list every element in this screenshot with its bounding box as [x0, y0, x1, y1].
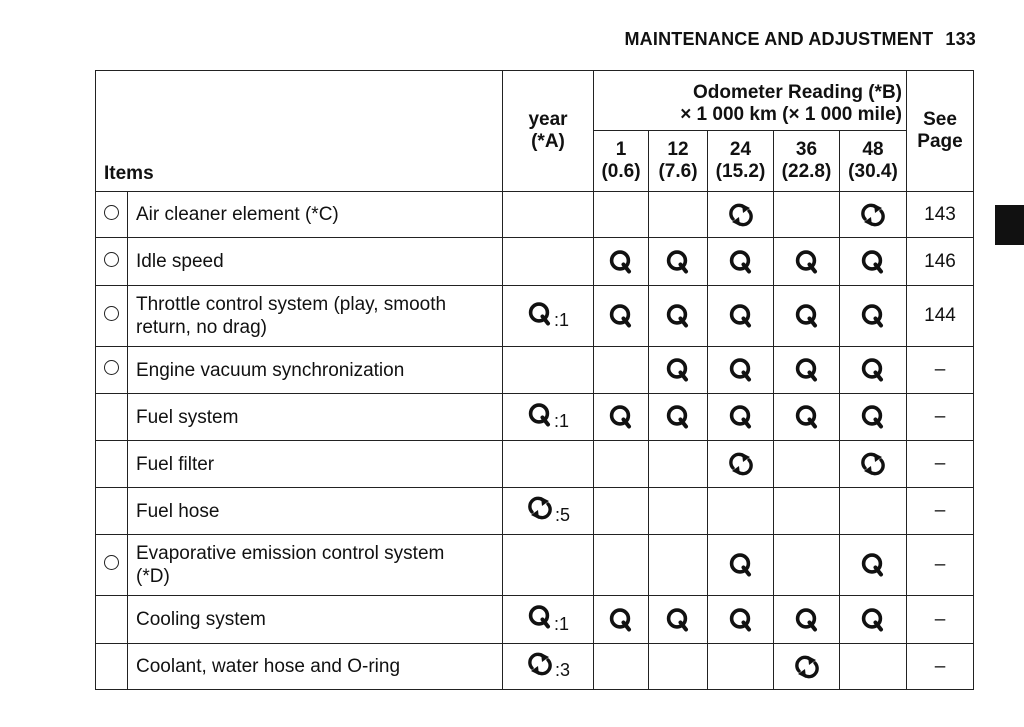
replace-icon — [526, 496, 554, 520]
interval-mile: (7.6) — [658, 161, 698, 182]
schedule-row — [96, 238, 974, 286]
year-interval-cell — [503, 394, 594, 441]
inspect-icon — [860, 404, 886, 430]
inspect-icon — [728, 249, 754, 275]
emission-mark-cell — [96, 596, 128, 644]
emission-mark-cell — [96, 394, 128, 441]
emission-mark-cell — [96, 238, 128, 286]
inspect-icon — [794, 404, 820, 430]
odometer-interval-cell — [594, 644, 649, 690]
item-text: Air cleaner element (*C) — [136, 204, 339, 225]
schedule-row — [96, 644, 974, 690]
inspect-icon — [527, 301, 553, 327]
odometer-interval-cell — [708, 488, 774, 535]
odometer-interval-cell — [594, 347, 649, 394]
odometer-interval-cell — [774, 596, 840, 644]
schedule-row — [96, 441, 974, 488]
item-name — [128, 488, 503, 535]
item-text: Cooling system — [136, 609, 266, 630]
year-note: :1 — [553, 411, 569, 432]
year-interval-cell — [503, 488, 594, 535]
interval-km: 24 — [729, 139, 752, 160]
odometer-interval-cell — [774, 535, 840, 596]
inspect-icon — [794, 303, 820, 329]
see-page-cell: 146 — [907, 238, 974, 286]
item-name — [128, 596, 503, 644]
item-text: Fuel filter — [136, 453, 215, 475]
see-page-header-line2: Page — [917, 131, 963, 152]
page-number: 133 — [945, 29, 976, 49]
odometer-interval-cell — [774, 644, 840, 690]
see-page-header — [907, 71, 974, 192]
odometer-interval-cell — [774, 192, 840, 238]
odometer-header-line1: Odometer Reading (*B) — [692, 81, 902, 103]
inspect-icon — [665, 357, 691, 383]
inspect-icon — [794, 357, 820, 383]
replace-icon — [859, 452, 887, 476]
emission-mark-cell — [96, 535, 128, 596]
inspect-icon — [728, 404, 754, 430]
emission-mark-cell — [96, 488, 128, 535]
year-interval-cell — [503, 286, 594, 347]
odometer-interval-cell — [840, 596, 907, 644]
see-page-cell: – — [907, 441, 974, 488]
odometer-interval-cell — [594, 596, 649, 644]
inspect-icon — [527, 604, 553, 630]
odometer-interval-cell — [594, 394, 649, 441]
odometer-interval-cell — [840, 394, 907, 441]
odometer-interval-cell — [649, 238, 708, 286]
odometer-interval-cell — [649, 441, 708, 488]
inspect-icon — [665, 249, 691, 275]
interval-km: 36 — [795, 139, 818, 160]
item-name — [128, 535, 503, 596]
year-header-line2: (*A) — [531, 131, 565, 152]
item-text: Fuel system — [136, 406, 239, 428]
item-name — [128, 192, 503, 238]
year-interval-cell — [503, 441, 594, 488]
interval-mile: (30.4) — [848, 161, 898, 182]
inspect-icon — [728, 357, 754, 383]
interval-km: 1 — [615, 139, 627, 160]
inspect-icon — [608, 404, 634, 430]
interval-header-36 — [774, 131, 840, 192]
odometer-interval-cell — [649, 192, 708, 238]
see-page-cell: – — [907, 347, 974, 394]
odometer-interval-cell — [708, 192, 774, 238]
see-page-cell: – — [907, 535, 974, 596]
odometer-interval-cell — [594, 286, 649, 347]
inspect-icon — [608, 249, 634, 275]
inspect-icon — [665, 303, 691, 329]
item-name — [128, 441, 503, 488]
replace-icon — [727, 452, 755, 476]
inspect-icon — [860, 357, 886, 383]
year-header — [503, 71, 594, 192]
odometer-interval-cell — [594, 488, 649, 535]
item-text: Evaporative emission control system — [136, 543, 445, 564]
year-note: :5 — [554, 504, 570, 525]
odometer-interval-cell — [840, 644, 907, 690]
odometer-interval-cell — [840, 192, 907, 238]
item-text: Idle speed — [136, 251, 224, 272]
inspect-icon — [527, 402, 553, 428]
item-name — [128, 347, 503, 394]
section-title: MAINTENANCE AND ADJUSTMENT — [624, 29, 934, 49]
replace-icon — [727, 203, 755, 227]
odometer-interval-cell — [708, 441, 774, 488]
item-text-line2: return, no drag) — [136, 317, 267, 338]
interval-header-12 — [649, 131, 708, 192]
odometer-interval-cell — [708, 286, 774, 347]
emission-mark-cell — [96, 192, 128, 238]
odometer-interval-cell — [649, 535, 708, 596]
odometer-interval-cell — [649, 596, 708, 644]
odometer-interval-cell — [649, 286, 708, 347]
odometer-interval-cell — [840, 488, 907, 535]
year-interval-cell — [503, 192, 594, 238]
interval-km: 48 — [862, 139, 884, 160]
odometer-interval-cell — [840, 535, 907, 596]
odometer-interval-cell — [840, 238, 907, 286]
year-header-line1: year — [528, 109, 568, 130]
item-name — [128, 286, 503, 347]
schedule-row — [96, 394, 974, 441]
running-head — [624, 29, 976, 50]
odometer-interval-cell — [594, 441, 649, 488]
odometer-interval-cell — [774, 488, 840, 535]
odometer-interval-cell — [649, 488, 708, 535]
see-page-header-line1: See — [923, 109, 957, 130]
interval-mile: (15.2) — [715, 161, 766, 182]
inspect-icon — [608, 303, 634, 329]
item-text: Coolant, water hose and O-ring — [136, 656, 401, 677]
interval-mile: (22.8) — [781, 161, 832, 182]
schedule-row — [96, 535, 974, 596]
inspect-icon — [794, 607, 820, 633]
odometer-interval-cell — [649, 644, 708, 690]
inspect-icon — [665, 607, 691, 633]
odometer-interval-cell — [649, 394, 708, 441]
odometer-header-line2: × 1 000 km (× 1 000 mile) — [680, 103, 902, 125]
replace-icon — [793, 655, 821, 679]
emission-related-circle-icon — [104, 205, 119, 220]
interval-header-48 — [840, 131, 907, 192]
item-text-line2: (*D) — [136, 566, 170, 587]
schedule-row — [96, 347, 974, 394]
inspect-icon — [728, 552, 754, 578]
inspect-icon — [860, 607, 886, 633]
item-text: Fuel hose — [136, 500, 220, 522]
item-text: Engine vacuum synchronization — [136, 359, 405, 381]
interval-mile: (0.6) — [601, 161, 641, 182]
emission-mark-cell — [96, 441, 128, 488]
maintenance-schedule-table — [95, 70, 974, 690]
see-page-cell: – — [907, 644, 974, 690]
inspect-icon — [728, 607, 754, 633]
year-note: :1 — [553, 310, 569, 331]
schedule-row — [96, 286, 974, 347]
item-text: Throttle control system (play, smooth — [136, 294, 447, 315]
emission-related-circle-icon — [104, 306, 119, 321]
inspect-icon — [860, 303, 886, 329]
year-interval-cell — [503, 347, 594, 394]
schedule-row — [96, 596, 974, 644]
odometer-interval-cell — [840, 347, 907, 394]
item-name — [128, 644, 503, 690]
odometer-interval-cell — [708, 644, 774, 690]
odometer-interval-cell — [708, 347, 774, 394]
odometer-interval-cell — [594, 192, 649, 238]
items-header: Items — [96, 71, 503, 192]
odometer-interval-cell — [594, 535, 649, 596]
see-page-cell: – — [907, 488, 974, 535]
chapter-tab-marker — [995, 205, 1024, 245]
odometer-interval-cell — [708, 535, 774, 596]
item-name — [128, 394, 503, 441]
replace-icon — [526, 652, 554, 676]
odometer-interval-cell — [840, 286, 907, 347]
emission-related-circle-icon — [104, 252, 119, 267]
year-interval-cell — [503, 596, 594, 644]
odometer-interval-cell — [708, 596, 774, 644]
year-note: :1 — [553, 613, 569, 634]
interval-header-1 — [594, 131, 649, 192]
year-interval-cell — [503, 644, 594, 690]
emission-mark-cell — [96, 347, 128, 394]
inspect-icon — [608, 607, 634, 633]
odometer-interval-cell — [774, 394, 840, 441]
interval-km: 12 — [667, 139, 689, 160]
inspect-icon — [860, 249, 886, 275]
odometer-interval-cell — [774, 441, 840, 488]
inspect-icon — [860, 552, 886, 578]
odometer-interval-cell — [774, 238, 840, 286]
odometer-interval-cell — [594, 238, 649, 286]
emission-mark-cell — [96, 644, 128, 690]
see-page-cell: 143 — [907, 192, 974, 238]
year-note: :3 — [554, 660, 570, 681]
inspect-icon — [665, 404, 691, 430]
odometer-interval-cell — [774, 347, 840, 394]
emission-related-circle-icon — [104, 360, 119, 375]
see-page-cell: – — [907, 596, 974, 644]
interval-header-24 — [708, 131, 774, 192]
odometer-interval-cell — [708, 238, 774, 286]
year-interval-cell — [503, 238, 594, 286]
odometer-header — [594, 71, 907, 131]
odometer-interval-cell — [649, 347, 708, 394]
emission-related-circle-icon — [104, 555, 119, 570]
item-name — [128, 238, 503, 286]
odometer-interval-cell — [774, 286, 840, 347]
see-page-cell: – — [907, 394, 974, 441]
schedule-row — [96, 192, 974, 238]
see-page-cell: 144 — [907, 286, 974, 347]
inspect-icon — [728, 303, 754, 329]
odometer-interval-cell — [708, 394, 774, 441]
replace-icon — [859, 203, 887, 227]
year-interval-cell — [503, 535, 594, 596]
inspect-icon — [794, 249, 820, 275]
schedule-row — [96, 488, 974, 535]
odometer-interval-cell — [840, 441, 907, 488]
emission-mark-cell — [96, 286, 128, 347]
